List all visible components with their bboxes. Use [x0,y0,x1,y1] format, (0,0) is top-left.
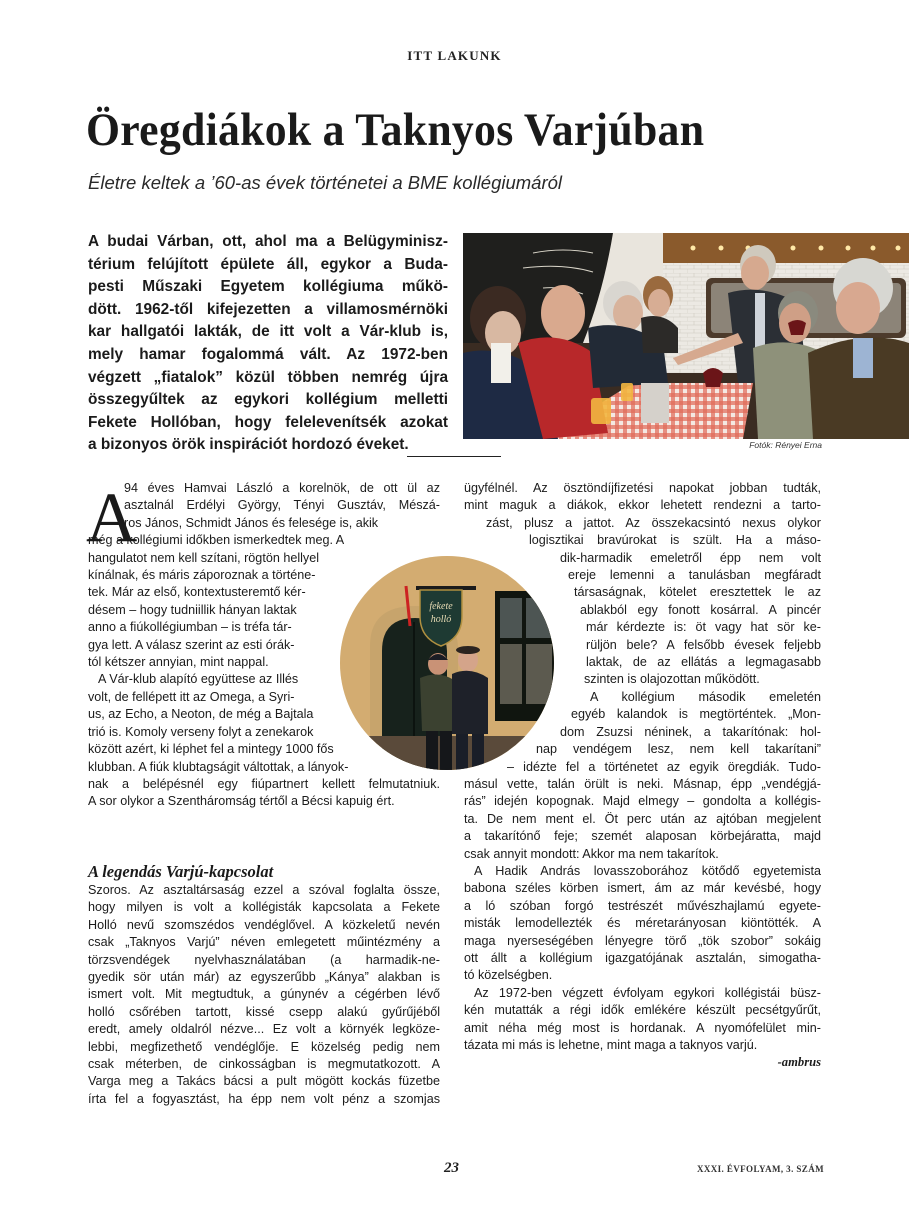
body-line: holló csőrében tartott, kissé csepp alakú gyűrűjéből [88,1004,440,1019]
body-line: logisztikai bravúrokat is szült. Ha a máso- [529,533,821,548]
lead-line: térium felújított épülete áll, egykor a Buda- [88,255,448,273]
right-column [464,480,821,1072]
body-line: írta fel a fogyasztást, ha épp nem volt pénz a szomjas [88,1091,440,1106]
lead-line: a bizonyos örök inspirációt hordozó éveket. [88,436,409,454]
body-line: anno a fiúkollégiumban – is tréfa tár- [88,620,292,635]
body-line: tól kétszer annyian, mint nappal. [88,655,269,670]
section-label: ITT LAKUNK [407,48,502,63]
body-line: csak annyit mondott: Akkor ma nem takarítok. [464,846,719,861]
body-line: tó közelségben. [464,968,553,983]
photo-credit: Fotók: Rényei Erna [749,440,822,450]
divider [407,456,501,457]
body-line: asztalnál Erdélyi György, Tényi Gusztáv, Mészá- [124,498,440,513]
body-line: csak méterben, de cinkosságban is megmutatkozott. A [88,1057,440,1072]
body-line: laktak, de az ellátás a legmagasabb [586,655,821,670]
body-line: gyedik sör után már) az egyszerűbb „Kánya” alakban is [88,970,440,985]
body-line: törzsvendégek nyelvhasználatában (a harmadik-ne- [88,952,440,967]
lead-line: pesti Műszaki Egyetem kollégiuma műkö- [88,278,448,296]
body-line: Varga meg a Takács bácsi a pult mögött kockás füzetbe [88,1074,440,1089]
body-line: kínálnak, és máris záporoznak a történe- [88,568,316,583]
body-line: A kollégium második emeletén [590,689,821,704]
body-line: Holló nevű szomszédos vendéglővel. A közkeletű nevén [88,917,440,932]
left-column-section-2 [88,882,440,1108]
body-line: 94 éves Hamvai László a korelnök, de ott ül az [124,481,440,495]
body-line: Az 1972-ben végzett évfolyam egykori kollégistái büsz- [474,985,821,1000]
lead-line: A budai Várban, ott, ahol ma a Belügyminisz- [88,233,448,250]
body-line: másul vette, talán örült is neki. Másnap, épp „vendégjá- [464,776,821,791]
body-line: zást, plusz a jattot. Az összekacsintó nexus olykor [486,515,821,530]
issue-label: XXXI. ÉVFOLYAM, 3. SZÁM [696,1164,824,1174]
body-line: között azért, ki léphet fel a mintegy 1000 fős [88,742,334,757]
lead-line: Fekete Hollóban, hogy felelevenítsék azokat [88,413,448,431]
body-line: gya lett. A válasz szerint az esti órák- [88,637,295,652]
body-line: egyéb kalandok is megtörténtek. „Mon- [571,707,821,722]
body-line: A Hadik András lovasszoborához kötődő egyetemista [474,863,821,878]
body-line: ros János, Schmidt János és felesége is, akik [124,515,379,530]
body-line: maga nyerseségében lényegre törő „tök szobor” sokáig [464,933,821,948]
body-line: trió is. Komoly verseny folyt a zenekarok [88,724,314,739]
body-line: dom Zsuzsi néninek, a takarítónak: hol- [560,724,821,739]
body-line: tázata mi más is lehetne, mint maga a taknyos varjú. [464,1038,758,1052]
body-line: tek. Már az első, kontextusteremtő kér- [88,585,306,600]
lead-paragraph [88,231,448,457]
body-line: A Vár-klub alapító együttese az Illés [98,672,299,687]
body-line: us, az Echo, a Neoton, de még a Bajtala [88,707,314,722]
subtitle: Életre keltek a ’60-as évek történetei a BME kollégiumáról [88,172,563,193]
body-line: babona széles körben ismert, ám az már kevésbé, hogy [464,881,821,896]
lead-line: összegyűltek az egykori kollégium melletti [88,391,448,409]
body-line: nap vendégem lesz, nem kell takarítani” [536,742,821,757]
page-title: Öregdiákok a Taknyos Varjúban [86,104,705,156]
body-line: ügyfélnél. Az ösztöndíjfizetési napokat jobban tudták, [464,481,821,495]
body-line: ablakból egy fonott kosárral. A pincér [580,602,821,617]
body-line: Szoros. Az asztaltársaság ezzel a szóval foglalta össze, [88,883,440,897]
body-line: csak „Taknyos Varjú” néven emlegetett műintézmény a [88,935,440,950]
body-line: nak a belépésnél egy fiúpartnert kellett felmutatniuk. [88,776,440,791]
body-line: rüljön bele? A felsőbb évesek feljebb [586,637,821,652]
main-photo [463,233,909,439]
circle-photo [340,556,554,770]
body-line: ismert volt. Mit megtudtuk, a gúnynév a cégérben lévő [88,987,440,1002]
body-line: – idézte fel a történetet az egyik öregdiák. Tudo- [507,759,821,774]
body-line: társaságnak, kötelet eresztettek le az [574,585,821,600]
body-line: ereje lemenni a tanulásban megfáradt [568,568,821,583]
body-line: még a kollégiumi időkben ismerkedtek meg. A [88,533,345,548]
author-signature: -ambrus [777,1055,821,1070]
body-line: A sor olykor a Szentháromság tértől a Bécsi kapuig ért. [88,794,395,809]
body-line: désem – hogy tudniillik hányan laktak [88,602,297,617]
body-line: a ló szóban forgó testrészét művészhajlamú egyete- [464,898,821,913]
sign-text: fekete [429,601,453,612]
body-line: hogy milyen is volt a kollégisták kapcsolata a Fekete [88,900,440,915]
body-line: misták lemodellezték és méretarányosan kiöntötték. A [464,916,821,931]
body-line: szinten is olajozottan működött. [584,672,760,687]
body-line: volt, de fellépett itt az Omega, a Syri- [88,689,295,704]
sign-text: holló [430,614,452,625]
body-line: amit néha még most is hordanak. A nyomófelület min- [464,1020,821,1035]
lead-line: dött. 1962-től kifejezetten a villamosmérnöki [88,300,448,318]
section-heading: A legendás Varjú-kapcsolat [88,862,274,881]
body-line: kén mutatták a régi idők emlékére készült pecsétgyűrűt, [464,1003,821,1018]
body-line: a takarítónő feje; szemét alaposan körbejáratta, majd [464,829,821,844]
body-line: ott állt a kollégium igazgatójának asztalán, simogatha- [464,950,821,965]
body-line: mint maguk a diákok, ekkor lehetett rendezni a tarto- [464,498,821,513]
body-line: lebbi, megfizethető vendéglője. E közelség pedig nem [88,1039,440,1054]
lead-line: kar hallgatói lakták, de itt volt a Vár-klub is, [88,323,448,341]
lead-line: végzett „fiatalok” közül többen nemrég újra [88,368,448,386]
body-line: ta. De nem ment el. Öt perc után az ajtóban megjelent [464,811,821,826]
drop-cap: A [86,479,138,557]
page-number: 23 [444,1160,459,1176]
body-line: hangulatot nem kell szítani, rögtön hellyel [88,550,320,565]
body-line: dik-harmadik emeletről épp nem volt [560,550,821,565]
body-line: klubban. A fiúk klubtagságit váltottak, a lányok- [88,759,349,774]
body-line: rás” idején kopognak. Majd elmegy – gondolta a kollégis- [464,794,821,809]
body-line: már kérdezte is: öt vagy hat sör ke- [586,620,821,635]
lead-line: mely hamar fogalommá vált. Az 1972-ben [88,345,448,363]
body-line: eredt, amely oldalról nézve... Ez volt a környék legköze- [88,1022,440,1037]
